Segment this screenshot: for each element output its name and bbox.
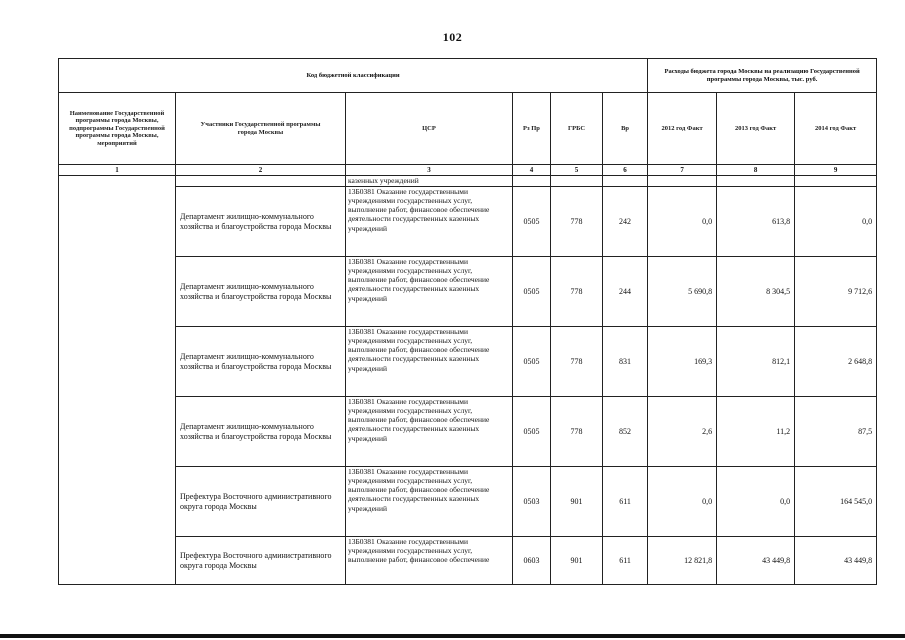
continuation-row [59, 176, 877, 187]
year-2012-header: 2012 год Факт [648, 93, 717, 165]
amount-2014-cell: 164 545,0 [795, 467, 877, 537]
amount-2013-cell: 0,0 [717, 467, 795, 537]
rzpr-cell: 0505 [513, 257, 551, 327]
amount-2012-cell: 0,0 [648, 187, 717, 257]
page-number: 102 [442, 30, 463, 44]
program-name-header: Наименование Государственной программы города Москвы, подпрограммы Государственной программы города Москвы, мероприятий [59, 93, 176, 165]
table-row [59, 467, 877, 537]
grbs-cell: 778 [551, 187, 603, 257]
csr-cell: 13Б0381 Оказание государственными учреждениями государственных услуг, выполнение работ, финансовое обеспечение деятельности государственных казенных учреждений [346, 187, 513, 257]
rzpr-cell: 0505 [513, 327, 551, 397]
amount-2012-cell: 5 690,8 [648, 257, 717, 327]
column-number: 6 [603, 165, 648, 176]
empty-cell [513, 176, 551, 187]
participant-cell: Департамент жилищно-коммунального хозяйства и благоустройства города Москвы [176, 187, 346, 257]
amount-2012-cell: 12 821,8 [648, 537, 717, 585]
budget-code-header: Код бюджетной классификации [59, 59, 648, 93]
empty-cell [551, 176, 603, 187]
rzpr-cell: 0505 [513, 187, 551, 257]
table-row [59, 187, 877, 257]
column-number: 3 [346, 165, 513, 176]
vr-cell: 611 [603, 537, 648, 585]
grbs-cell: 901 [551, 467, 603, 537]
participant-cell: Департамент жилищно-коммунального хозяйства и благоустройства города Москвы [176, 397, 346, 467]
vr-cell: 244 [603, 257, 648, 327]
amount-2014-cell: 0,0 [795, 187, 877, 257]
amount-2012-cell: 169,3 [648, 327, 717, 397]
column-numbers-row [59, 165, 877, 176]
program-name-cell [59, 176, 176, 585]
budget-table [58, 58, 877, 585]
amount-2012-cell: 2,6 [648, 397, 717, 467]
column-number: 9 [795, 165, 877, 176]
table-row [59, 537, 877, 585]
rzpr-header: Рз Пр [513, 93, 551, 165]
amount-2014-cell: 87,5 [795, 397, 877, 467]
csr-cell: 13Б0381 Оказание государственными учреждениями государственных услуг, выполнение работ, финансовое обеспечение деятельности государственных казенных учреждений [346, 257, 513, 327]
grbs-cell: 778 [551, 397, 603, 467]
empty-cell [648, 176, 717, 187]
csr-cell: 13Б0381 Оказание государственными учреждениями государственных услуг, выполнение работ, финансовое обеспечение [346, 537, 513, 585]
year-2013-header: 2013 год Факт [717, 93, 795, 165]
table-row [59, 327, 877, 397]
amount-2013-cell: 43 449,8 [717, 537, 795, 585]
amount-2013-cell: 613,8 [717, 187, 795, 257]
grbs-cell: 778 [551, 327, 603, 397]
csr-cell: 13Б0381 Оказание государственными учреждениями государственных услуг, выполнение работ, финансовое обеспечение деятельности государственных казенных учреждений [346, 467, 513, 537]
vr-cell: 852 [603, 397, 648, 467]
csr-cell: казенных учреждений [346, 176, 513, 187]
header-row-columns [59, 93, 877, 165]
column-number: 1 [59, 165, 176, 176]
csr-header: ЦСР [346, 93, 513, 165]
column-number: 2 [176, 165, 346, 176]
amount-2014-cell: 9 712,6 [795, 257, 877, 327]
table-row [59, 397, 877, 467]
year-2014-header: 2014 год Факт [795, 93, 877, 165]
vr-header: Вр [603, 93, 648, 165]
empty-cell [795, 176, 877, 187]
rzpr-cell: 0505 [513, 397, 551, 467]
expenses-header: Расходы бюджета города Москвы на реализацию Государственной программы города Москвы, тыс. руб. [648, 59, 877, 93]
amount-2013-cell: 812,1 [717, 327, 795, 397]
vr-cell: 611 [603, 467, 648, 537]
table-row [59, 257, 877, 327]
amount-2014-cell: 2 648,8 [795, 327, 877, 397]
participant-header: Участники Государственной программы города Москвы [176, 93, 346, 165]
rzpr-cell: 0603 [513, 537, 551, 585]
grbs-header: ГРБС [551, 93, 603, 165]
participant-cell: Префектура Восточного административного округа города Москвы [176, 467, 346, 537]
amount-2014-cell: 43 449,8 [795, 537, 877, 585]
column-number: 8 [717, 165, 795, 176]
vr-cell: 242 [603, 187, 648, 257]
empty-cell [603, 176, 648, 187]
amount-2013-cell: 11,2 [717, 397, 795, 467]
amount-2013-cell: 8 304,5 [717, 257, 795, 327]
vr-cell: 831 [603, 327, 648, 397]
column-number: 5 [551, 165, 603, 176]
amount-2012-cell: 0,0 [648, 467, 717, 537]
grbs-cell: 778 [551, 257, 603, 327]
csr-cell: 13Б0381 Оказание государственными учреждениями государственных услуг, выполнение работ, финансовое обеспечение деятельности государственных казенных учреждений [346, 327, 513, 397]
column-number: 7 [648, 165, 717, 176]
participant-cell: Департамент жилищно-коммунального хозяйства и благоустройства города Москвы [176, 327, 346, 397]
empty-cell [717, 176, 795, 187]
grbs-cell: 901 [551, 537, 603, 585]
scan-edge-line [0, 634, 905, 638]
participant-cell: Департамент жилищно-коммунального хозяйства и благоустройства города Москвы [176, 257, 346, 327]
empty-cell [176, 176, 346, 187]
header-row-top [59, 59, 877, 93]
column-number: 4 [513, 165, 551, 176]
csr-cell: 13Б0381 Оказание государственными учреждениями государственных услуг, выполнение работ, финансовое обеспечение деятельности государственных казенных учреждений [346, 397, 513, 467]
rzpr-cell: 0503 [513, 467, 551, 537]
participant-cell: Префектура Восточного административного округа города Москвы [176, 537, 346, 585]
